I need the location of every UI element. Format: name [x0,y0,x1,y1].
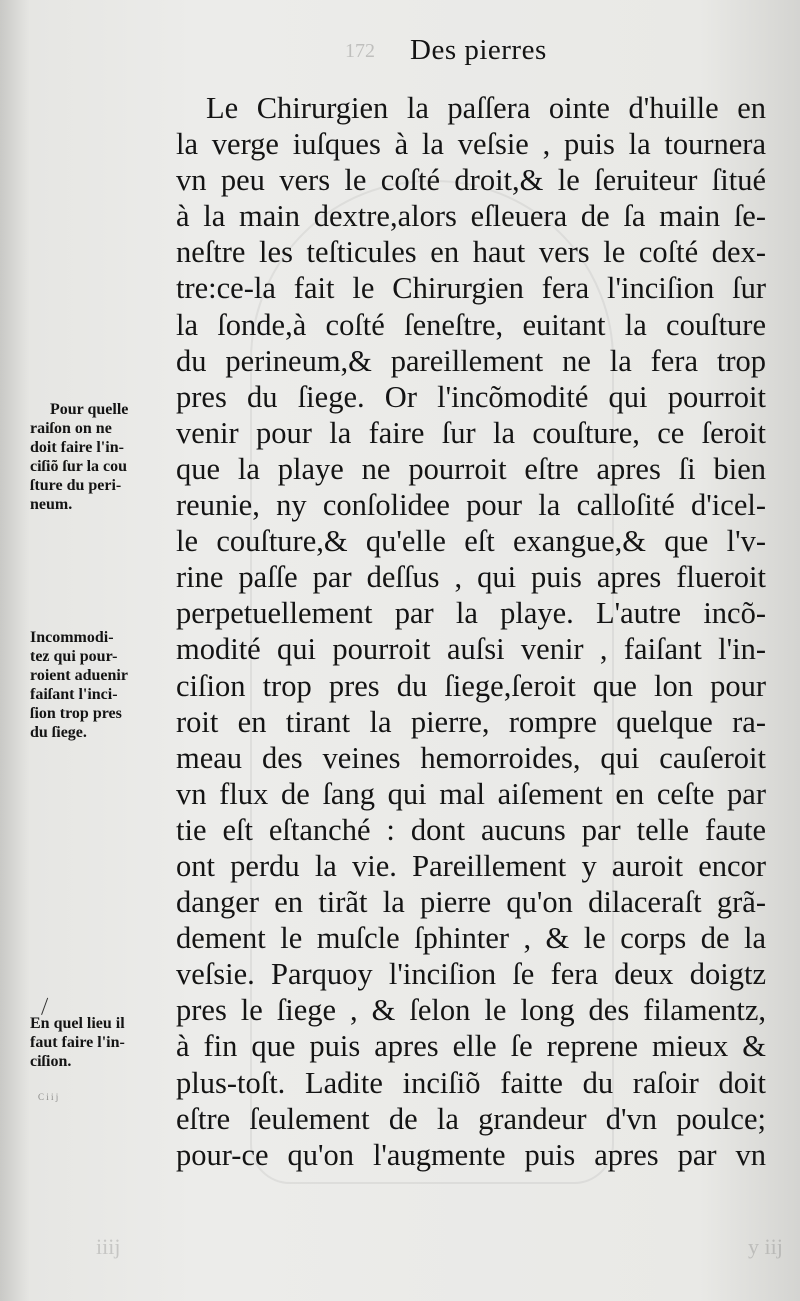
text-line: Le Chirurgien la paſſera ointe d'huille en [206,91,766,125]
margin-note-raison [30,400,180,514]
bottom-ghost-left: iiij [96,1234,121,1259]
text-line: roit en tirant la pierre, rompre quelque ra- [176,704,766,739]
bottom-ghost-right: y iij [748,1234,783,1259]
text-line: le couſture,& qu'elle eſt exangue,& que l'v- [176,524,766,559]
margin-note-line: ciſion. [30,1053,72,1070]
margin-note-line: Incommodi- [30,629,114,646]
text-line: meau des veines hemorroides, qui cauſeroit [176,740,766,775]
text-line: pres du ſiege. Or l'incõmodité qui pourroit [176,379,766,414]
text-line: à la main dextre,alors eſleuera de ſa main ſe- [176,199,766,234]
text-line: que la playe ne pourroit eſtre apres ſi bien [176,451,766,486]
text-line: neſtre les teſticules en haut vers le coſté dex- [176,235,766,270]
text-line: danger en tirãt la pierre qu'on dilaceraſt grã- [176,885,766,920]
text-line: ont perdu la vie. Pareillement y auroit encor [176,848,766,883]
text-line: pour-ce qu'on l'augmente puis apres par vn [176,1137,766,1172]
margin-note-line: doit faire l'in- [30,439,124,456]
text-line: tre:ce-la fait le Chirurgien fera l'inciſion ſur [176,271,766,306]
text-line: dement le muſcle ſphinter , & le corps de la [176,921,766,956]
margin-note-line: du ſiege. [30,724,87,741]
margin-note-line: neum. [30,496,73,513]
text-line: ciſion trop pres du ſiege,ſeroit que lon pour [176,668,766,703]
body-text [176,90,766,1173]
margin-note-line: En quel lieu il [30,1015,125,1032]
text-line: veſsie. Parquoy l'inciſion ſe fera deux doigtz [176,957,766,992]
text-line: perpetuellement par la playe. L'autre incõ- [176,596,766,631]
text-line: la verge iuſques à la veſsie , puis la tournera [176,127,766,162]
margin-note-line: faiſant l'inci- [30,686,118,703]
margin-note-line: faut faire l'in- [30,1034,125,1051]
text-line: vn peu vers le coſté droit,& le ſeruiteur ſitué [176,163,766,198]
text-line: pres le ſiege , & ſelon le long des filamentz, [176,993,766,1028]
text-line: vn flux de ſang qui mal aiſement en ceſte par [176,776,766,811]
running-header [0,34,800,74]
margin-note-line: Pour quelle [50,401,129,418]
signature-mark: C i i j [38,1092,59,1102]
margin-note-line: ciſiõ ſur la cou [30,458,128,475]
text-line: du perineum,& pareillement ne la fera trop [176,343,766,378]
margin-note-line: raiſon on ne [30,420,112,437]
text-line: reunie, ny conſolidee pour la calloſité d'icel- [176,488,766,523]
text-line: tie eſt eſtanché : dont aucuns par telle faute [176,812,766,847]
text-line: à fin que puis apres elle ſe reprene mieux & [176,1029,766,1064]
margin-note-line: tez qui pour- [30,648,118,665]
margin-note-line: ſion trop pres [30,705,122,722]
page-title: Des pierres [410,34,547,66]
text-line: modité qui pourroit auſsi venir , faiſant l'in- [176,632,766,667]
text-line: rine paſſe par deſſus , qui puis apres flueroit [176,560,766,595]
margin-note-line: roient aduenir [30,667,128,684]
text-line: venir pour la faire ſur la couſture, ce ſeroit [176,415,766,450]
margin-note-incommoditez [30,628,180,742]
margin-note-line: ſture du peri- [30,477,122,494]
text-line: la ſonde,à coſté ſeneſtre, euitant la couſture [176,307,766,342]
text-line: eſtre ſeulement de la grandeur d'vn poulce; [176,1101,766,1136]
text-line: plus-toſt. Ladite inciſiõ faitte du raſoir doit [176,1065,766,1100]
header-ghost-text: 172 [345,40,375,62]
margin-note-lieu [30,1014,180,1071]
